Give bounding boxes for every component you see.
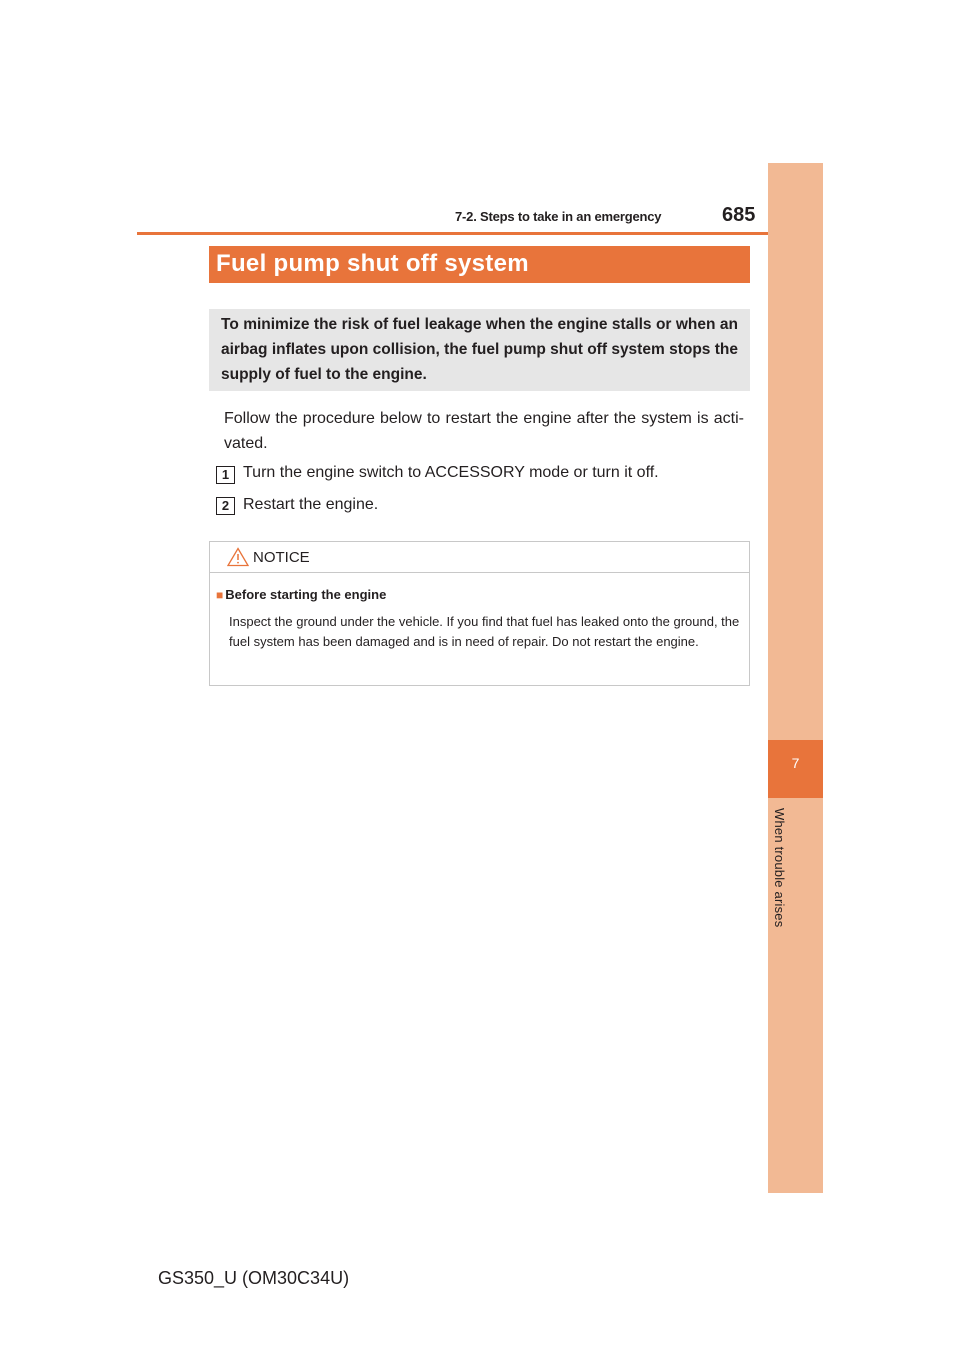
square-bullet-icon: ■ bbox=[216, 588, 224, 602]
step-2-text: Restart the engine. bbox=[243, 496, 379, 513]
notice-label: NOTICE bbox=[253, 549, 310, 566]
step-2-badge: 2 bbox=[216, 497, 235, 515]
intro-paragraph: Follow the procedure below to restart the engine after the system is acti-vated. bbox=[224, 410, 744, 452]
summary-text: To minimize the risk of fuel leakage when the engine stalls or when an airbag inflates upon collision, the fuel pump shut off system stops the supply of fuel to the engine. bbox=[221, 316, 738, 383]
notice-header bbox=[210, 542, 749, 573]
notice-box bbox=[209, 541, 750, 686]
chapter-title: When trouble arises bbox=[772, 808, 787, 928]
chapter-side-tab bbox=[768, 163, 823, 1193]
section-title: Fuel pump shut off system bbox=[216, 250, 529, 277]
section-reference: 7-2. Steps to take in an emergency bbox=[455, 209, 662, 224]
notice-heading bbox=[216, 587, 386, 602]
page-number: 685 bbox=[722, 204, 756, 226]
warning-triangle-icon bbox=[227, 547, 249, 567]
header-rule bbox=[137, 232, 823, 235]
step-1-text: Turn the engine switch to ACCESSORY mode or turn it off. bbox=[243, 464, 659, 481]
chapter-number: 7 bbox=[791, 755, 800, 771]
notice-body: Inspect the ground under the vehicle. If you find that fuel has leaked onto the ground, the fuel system has been damaged and is in need of repair. Do not restart the engine. bbox=[229, 614, 740, 649]
summary-box bbox=[209, 309, 750, 391]
document-code: GS350_U (OM30C34U) bbox=[158, 1268, 350, 1288]
step-1-badge: 1 bbox=[216, 466, 235, 484]
notice-heading-text: Before starting the engine bbox=[225, 587, 387, 602]
